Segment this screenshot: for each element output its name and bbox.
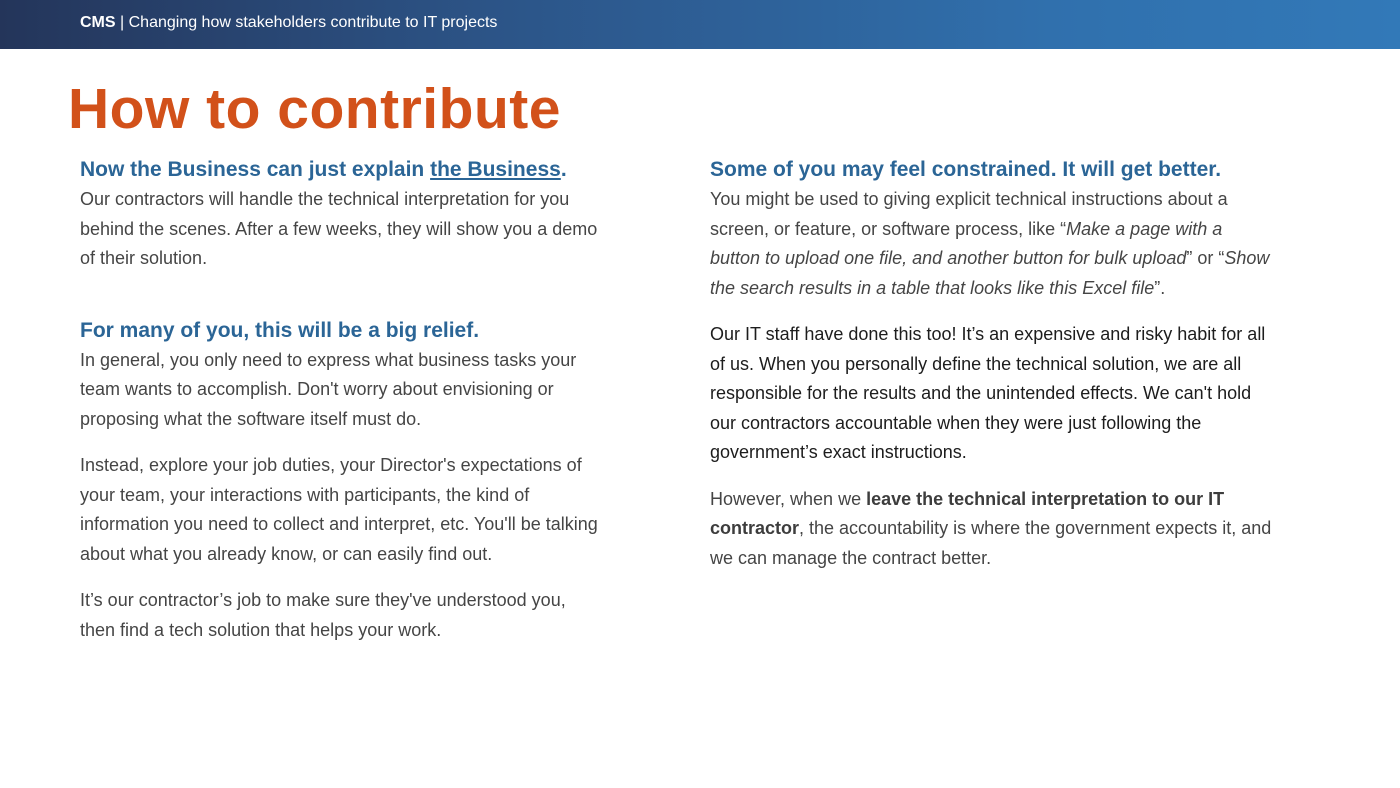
heading-period: . [560, 158, 567, 181]
para-text: ” or “ [1186, 248, 1225, 268]
para-text: You might be used to giving explicit technical instructions about a screen, or feature, or software process, like “ [710, 189, 1228, 239]
heading-constrained: Some of you may feel constrained. It will get better. [710, 158, 1222, 181]
paragraph-it-staff: Our IT staff have done this too! It’s an expensive and risky habit for all of us. When you personally define the technical solution, we are all responsible for the results and the unintended effects. We can't hold our contractors accountable when they were just following the government’s exact instructions. [710, 324, 1266, 462]
banner-text [80, 13, 497, 33]
example-upload-quote: Make a page with a button to upload one file, and another button for bulk upload [710, 218, 1223, 268]
banner-separator: | [115, 14, 129, 31]
right-column [710, 155, 1275, 590]
paragraph-contractors: Our contractors will handle the technical interpretation for you behind the scenes. After a few weeks, they will show you a demo of their solution. [80, 189, 598, 268]
top-banner [0, 0, 1400, 49]
page-title: How to contribute [68, 77, 561, 141]
example-search-quote: Show the search results in a table that looks like this Excel file [710, 248, 1270, 298]
paragraph-explore-duties: Instead, explore your job duties, your Director's expectations of your team, your interactions with participants, the kind of information you need to collect and interpret, etc. You'll be talking about what you already know, or can easily find out. [80, 455, 598, 564]
heading-text: Now the Business can just explain [80, 158, 431, 181]
emphasis-leave-interpretation: leave the technical interpretation to our IT contractor [710, 488, 1225, 538]
para-text: However, when we [710, 488, 867, 509]
brand-name: CMS [80, 14, 116, 31]
the-business-link[interactable]: the Business [430, 158, 561, 181]
paragraph-express-tasks: In general, you only need to express what business tasks your team wants to accomplish. Don't worry about envisioning or proposing what the software itself must do. [80, 349, 577, 429]
paragraph-accountability [710, 485, 1275, 574]
paragraph-contractor-job: It’s our contractor’s job to make sure they've understood you, then find a tech solution that helps your work. [80, 590, 566, 640]
heading-big-relief: For many of you, this will be a big relief. [80, 318, 480, 342]
banner-subtitle: Changing how stakeholders contribute to IT projects [128, 14, 498, 31]
para-text: , the accountability is where the government expects it, and we can manage the contract better. [710, 518, 1272, 568]
paragraph-explicit-instructions [710, 185, 1275, 303]
heading-explain-business [80, 155, 605, 185]
para-text: ”. [1154, 277, 1166, 298]
left-column [80, 155, 605, 662]
